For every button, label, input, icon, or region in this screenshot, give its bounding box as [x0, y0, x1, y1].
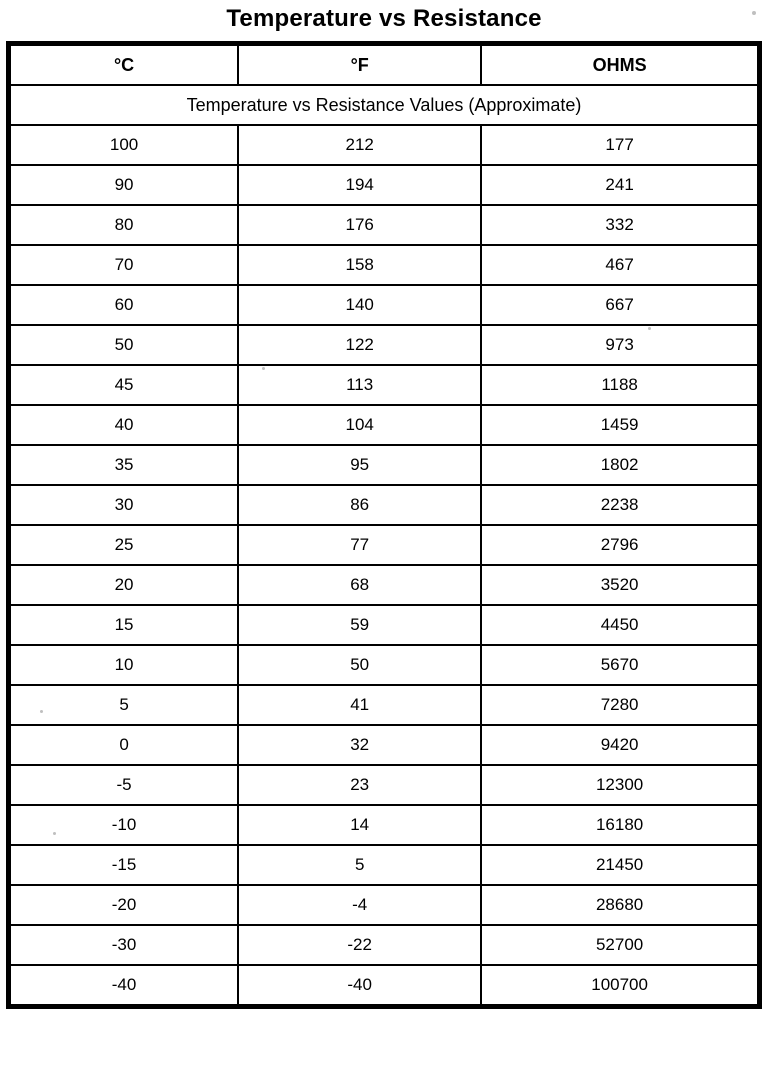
- cell-fahrenheit: 14: [238, 805, 481, 845]
- cell-celsius: -15: [10, 845, 238, 885]
- table-row: [10, 805, 758, 845]
- cell-celsius: 30: [10, 485, 238, 525]
- column-header-ohms: OHMS: [481, 45, 758, 85]
- cell-fahrenheit: 194: [238, 165, 481, 205]
- column-header-celsius: °C: [10, 45, 238, 85]
- table-subheader: Temperature vs Resistance Values (Approximate): [10, 85, 758, 125]
- table-row: [10, 485, 758, 525]
- table-container: [6, 41, 762, 1009]
- cell-fahrenheit: 32: [238, 725, 481, 765]
- scan-speck: [262, 367, 265, 370]
- cell-celsius: 90: [10, 165, 238, 205]
- cell-fahrenheit: 122: [238, 325, 481, 365]
- cell-celsius: -5: [10, 765, 238, 805]
- cell-fahrenheit: 86: [238, 485, 481, 525]
- cell-ohms: 9420: [481, 725, 758, 765]
- cell-celsius: 15: [10, 605, 238, 645]
- cell-ohms: 241: [481, 165, 758, 205]
- cell-celsius: 25: [10, 525, 238, 565]
- cell-celsius: 20: [10, 565, 238, 605]
- scan-speck: [752, 11, 756, 15]
- column-header-fahrenheit: °F: [238, 45, 481, 85]
- scan-speck: [648, 327, 651, 330]
- cell-ohms: 973: [481, 325, 758, 365]
- cell-celsius: 50: [10, 325, 238, 365]
- cell-celsius: 60: [10, 285, 238, 325]
- cell-ohms: 3520: [481, 565, 758, 605]
- table-row: [10, 405, 758, 445]
- cell-celsius: -40: [10, 965, 238, 1005]
- cell-celsius: 100: [10, 125, 238, 165]
- cell-fahrenheit: 50: [238, 645, 481, 685]
- cell-ohms: 5670: [481, 645, 758, 685]
- table-row: [10, 845, 758, 885]
- cell-celsius: 45: [10, 365, 238, 405]
- table-row: [10, 765, 758, 805]
- cell-ohms: 332: [481, 205, 758, 245]
- table-row: [10, 245, 758, 285]
- cell-celsius: 5: [10, 685, 238, 725]
- table-row: [10, 725, 758, 765]
- cell-celsius: 10: [10, 645, 238, 685]
- cell-celsius: -10: [10, 805, 238, 845]
- scan-speck: [40, 710, 43, 713]
- cell-ohms: 16180: [481, 805, 758, 845]
- table-row: [10, 445, 758, 485]
- cell-fahrenheit: 5: [238, 845, 481, 885]
- table-row: [10, 325, 758, 365]
- cell-ohms: 667: [481, 285, 758, 325]
- page-title: Temperature vs Resistance: [226, 5, 542, 32]
- cell-fahrenheit: 212: [238, 125, 481, 165]
- cell-fahrenheit: 158: [238, 245, 481, 285]
- cell-celsius: 35: [10, 445, 238, 485]
- cell-fahrenheit: 41: [238, 685, 481, 725]
- cell-fahrenheit: 23: [238, 765, 481, 805]
- cell-celsius: 0: [10, 725, 238, 765]
- cell-ohms: 52700: [481, 925, 758, 965]
- table-body: [10, 125, 758, 1005]
- cell-fahrenheit: -22: [238, 925, 481, 965]
- subheader-row: [10, 85, 758, 125]
- cell-fahrenheit: 104: [238, 405, 481, 445]
- table-header: [10, 45, 758, 125]
- table-row: [10, 965, 758, 1005]
- cell-celsius: 70: [10, 245, 238, 285]
- table-row: [10, 645, 758, 685]
- cell-fahrenheit: -4: [238, 885, 481, 925]
- table-row: [10, 565, 758, 605]
- cell-ohms: 2796: [481, 525, 758, 565]
- cell-celsius: 40: [10, 405, 238, 445]
- cell-ohms: 467: [481, 245, 758, 285]
- table-row: [10, 885, 758, 925]
- cell-celsius: -30: [10, 925, 238, 965]
- table-row: [10, 605, 758, 645]
- cell-ohms: 7280: [481, 685, 758, 725]
- cell-fahrenheit: 176: [238, 205, 481, 245]
- cell-fahrenheit: 113: [238, 365, 481, 405]
- cell-ohms: 28680: [481, 885, 758, 925]
- document-page: [0, 5, 768, 1065]
- cell-ohms: 2238: [481, 485, 758, 525]
- table-row: [10, 365, 758, 405]
- temperature-resistance-table: [9, 44, 759, 1006]
- cell-celsius: -20: [10, 885, 238, 925]
- table-row: [10, 205, 758, 245]
- cell-ohms: 21450: [481, 845, 758, 885]
- cell-fahrenheit: -40: [238, 965, 481, 1005]
- cell-celsius: 80: [10, 205, 238, 245]
- cell-fahrenheit: 77: [238, 525, 481, 565]
- cell-fahrenheit: 140: [238, 285, 481, 325]
- cell-ohms: 100700: [481, 965, 758, 1005]
- cell-ohms: 177: [481, 125, 758, 165]
- table-row: [10, 525, 758, 565]
- cell-ohms: 12300: [481, 765, 758, 805]
- table-row: [10, 925, 758, 965]
- cell-ohms: 1188: [481, 365, 758, 405]
- cell-fahrenheit: 68: [238, 565, 481, 605]
- table-row: [10, 125, 758, 165]
- table-row: [10, 685, 758, 725]
- cell-fahrenheit: 59: [238, 605, 481, 645]
- cell-ohms: 1459: [481, 405, 758, 445]
- table-row: [10, 165, 758, 205]
- scan-speck: [53, 832, 56, 835]
- cell-ohms: 4450: [481, 605, 758, 645]
- cell-ohms: 1802: [481, 445, 758, 485]
- cell-fahrenheit: 95: [238, 445, 481, 485]
- table-row: [10, 285, 758, 325]
- header-row: [10, 45, 758, 85]
